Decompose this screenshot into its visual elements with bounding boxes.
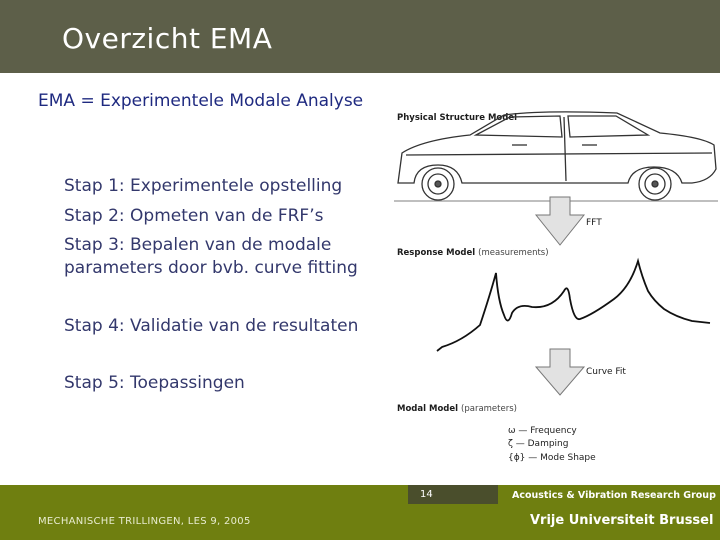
step-3: Stap 3: Bepalen van de modale [64,235,332,255]
step-1: Stap 1: Experimentele opstelling [64,176,343,196]
subtitle: EMA = Experimentele Modale Analyse [38,91,364,111]
param-frequency: ω — Frequency [508,426,577,436]
course-label: MECHANISCHE TRILLINGEN, LES 9, 2005 [38,516,251,527]
modal-model-label [397,404,517,414]
car-drawing [398,112,716,183]
fft-label: FFT [586,218,602,228]
response-model-title: Response Model [397,248,476,258]
page-number: 14 [420,489,433,500]
param-damping: ζ — Damping [508,439,569,449]
modal-model-title: Modal Model [397,404,459,414]
frf-response-curve [437,261,710,351]
university-name: Vrije Universiteit Brussel [530,513,714,528]
param-mode-shape: {ϕ} — Mode Shape [508,453,596,463]
fft-arrow [536,197,584,245]
physical-model-label: Physical Structure Model [397,113,518,123]
response-model-note: (measurements) [478,248,549,258]
research-group: Acoustics & Vibration Research Group [512,490,716,501]
figure-drawing [392,105,720,470]
step-5: Stap 5: Toepassingen [64,373,245,393]
modal-model-note: (parameters) [461,404,517,414]
curve-fit-label: Curve Fit [586,367,626,377]
response-model-label [397,248,549,258]
step-4: Stap 4: Validatie van de resultaten [64,316,359,336]
step-2: Stap 2: Opmeten van de FRF’s [64,206,324,226]
page-title: Overzicht EMA [62,22,273,55]
step-3-continued: parameters door bvb. curve fitting [64,258,358,278]
curve-fit-arrow [536,349,584,395]
